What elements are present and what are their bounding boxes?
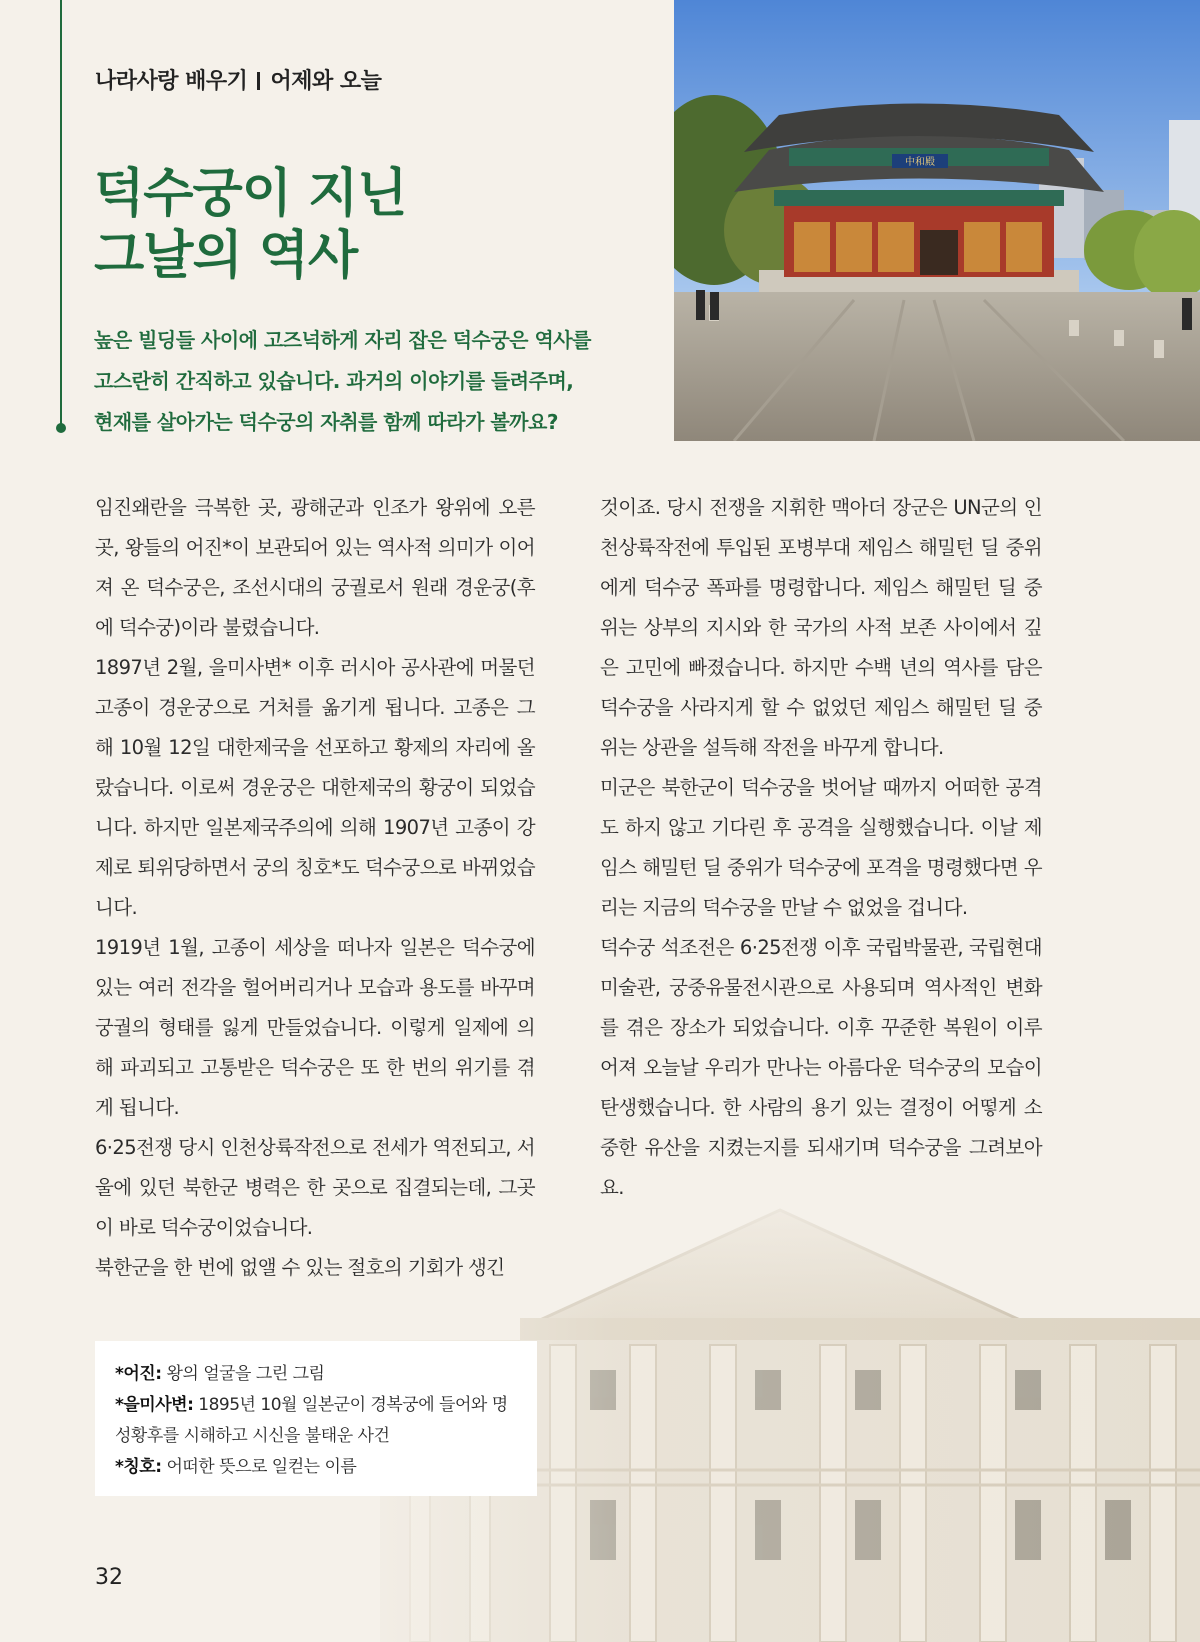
hall-photo-illustration <box>674 0 1200 441</box>
body-paragraph: 북한군을 한 번에 없앨 수 있는 절호의 기회가 생긴 <box>95 1256 505 1279</box>
page-number: 32 <box>95 1565 123 1590</box>
body-paragraph: 임진왜란을 극복한 곳, 광해군과 인조가 왕위에 오른 곳, 왕들의 어진*이 보관되어 있는 역사적 의미가 이어져 온 덕수궁은, 조선시대의 궁궐로서 원래 경운궁(후에 덕수궁)이라 불렸습니다. <box>95 496 535 639</box>
lead-line-2: 고스란히 간직하고 있습니다. 과거의 이야기를 들려주며, <box>94 369 574 393</box>
footnote-term: *을미사변: <box>115 1395 194 1415</box>
hall-eaves <box>774 190 1064 206</box>
subsection-name: 어제와 오늘 <box>270 69 382 94</box>
body-paragraph: 6·25전쟁 당시 인천상륙작전으로 전세가 역전되고, 서울에 있던 북한군 병력은 한 곳으로 집결되는데, 그곳이 바로 덕수궁이었습니다. <box>95 1136 535 1239</box>
footnote-item <box>115 1359 517 1390</box>
section-label <box>95 64 381 95</box>
body-paragraph: 미군은 북한군이 덕수궁을 벗어날 때까지 어떠한 공격도 하지 않고 기다린 후 공격을 실행했습니다. 이날 제임스 해밀턴 딜 중위가 덕수궁에 포격을 명령했다면 우리는 지금의 덕수궁을 만날 수 없었을 겁니다. <box>600 776 1042 919</box>
page-title <box>94 163 407 287</box>
hall-entrance <box>920 230 958 275</box>
body-paragraph: 것이죠. 당시 전쟁을 지휘한 맥아더 장군은 UN군의 인천상륙작전에 투입된 포병부대 제임스 해밀턴 딜 중위에게 덕수궁 폭파를 명령합니다. 제임스 해밀턴 딜 중위는 상부의 지시와 한 국가의 사적 보존 사이에서 깊은 고민에 빠졌습니다. 하지만 수백 년의 역사를 담은 덕수궁을 사라지게 할 수 없었던 제임스 해밀턴 딜 중위는 상관을 설득해 작전을 바꾸게 합니다. <box>600 496 1042 759</box>
lead-line-3: 현재를 살아가는 덕수궁의 자취를 함께 따라가 볼까요? <box>94 410 558 434</box>
footnote-term: *칭호: <box>115 1457 162 1477</box>
footnote-term: *어진: <box>115 1364 162 1384</box>
title-line-2: 그날의 역사 <box>94 226 358 286</box>
title-line-1: 덕수궁이 지닌 <box>94 164 407 224</box>
lead-line-1: 높은 빌딩들 사이에 고즈넉하게 자리 잡은 덕수궁은 역사를 <box>94 328 591 352</box>
body-paragraph: 1919년 1월, 고종이 세상을 떠나자 일본은 덕수궁에 있는 여러 전각을 헐어버리거나 모습과 용도를 바꾸며 궁궐의 형태를 잃게 만들었습니다. 이렇게 일제에 의해 파괴되고 고통받은 덕수궁은 또 한 번의 위기를 겪게 됩니다. <box>95 936 535 1119</box>
footnote-item <box>115 1452 517 1483</box>
lead-paragraph <box>94 320 654 443</box>
body-column-left <box>95 488 535 1288</box>
accent-dot <box>56 423 66 433</box>
section-name: 나라사랑 배우기 <box>95 69 248 94</box>
hall-signboard-text: 中和殿 <box>905 157 935 168</box>
accent-line <box>60 0 62 427</box>
section-separator <box>257 72 260 90</box>
footnote-item <box>115 1390 517 1452</box>
footnote-desc: 어떠한 뜻으로 일컫는 이름 <box>161 1457 357 1477</box>
body-paragraph: 덕수궁 석조전은 6·25전쟁 이후 국립박물관, 국립현대미술관, 궁중유물전시관으로 사용되며 역사적인 변화를 겪은 장소가 되었습니다. 이후 꾸준한 복원이 이루어져 오늘날 우리가 만나는 아름다운 덕수궁의 모습이 탄생했습니다. 한 사람의 용기 있는 결정이 어떻게 소중한 유산을 지켰는지를 되새기며 덕수궁을 그려보아요. <box>600 936 1042 1199</box>
footnote-desc: 1895년 10월 일본군이 경복궁에 들어와 명성황후를 시해하고 시신을 불태운 사건 <box>115 1395 508 1446</box>
footnote-desc: 왕의 얼굴을 그린 그림 <box>161 1364 325 1384</box>
body-paragraph: 1897년 2월, 을미사변* 이후 러시아 공사관에 머물던 고종이 경운궁으로 거처를 옮기게 됩니다. 고종은 그 해 10월 12일 대한제국을 선포하고 황제의 자리에 올랐습니다. 이로써 경운궁은 대한제국의 황궁이 되었습니다. 하지만 일본제국주의에 의해 1907년 고종이 강제로 퇴위당하면서 궁의 칭호*도 덕수궁으로 바뀌었습니다. <box>95 656 535 919</box>
body-column-right <box>600 488 1042 1208</box>
hall-photo <box>674 0 1200 441</box>
footnote-box <box>95 1341 537 1496</box>
